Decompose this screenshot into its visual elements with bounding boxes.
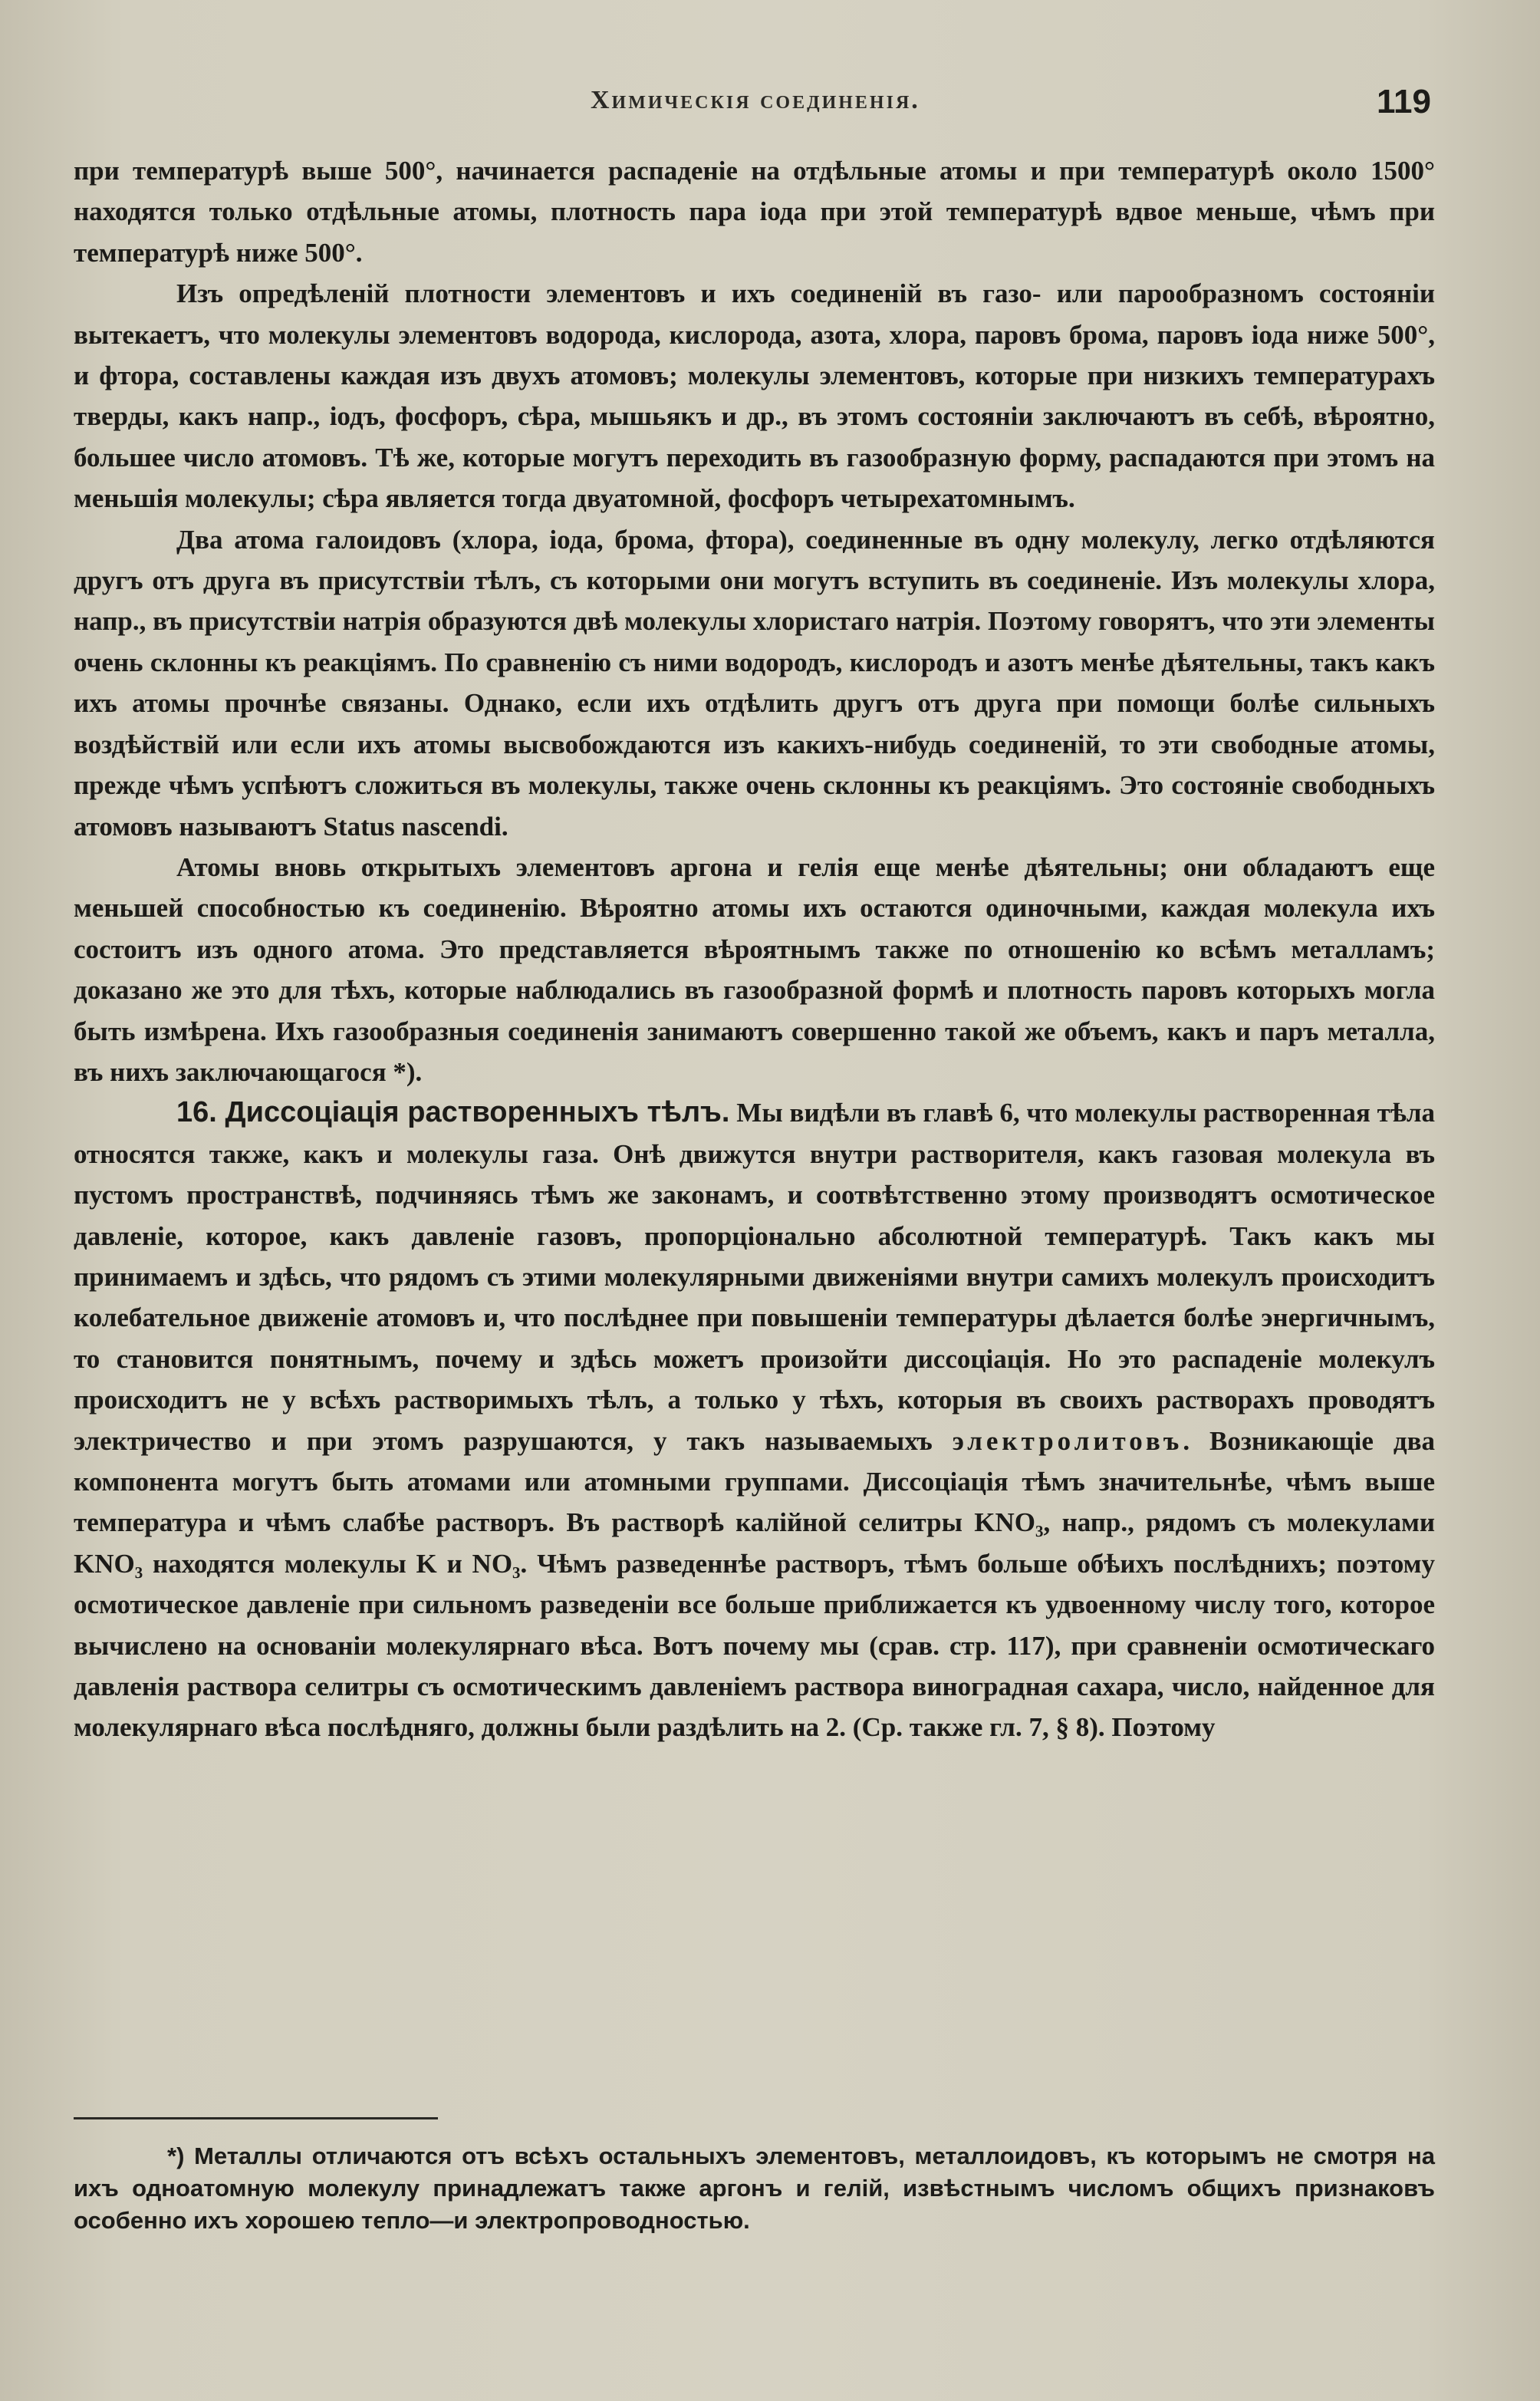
page-number: 119 (1377, 83, 1431, 120)
body-text (74, 150, 1435, 1748)
section-spaced-term: электролитовъ (952, 1425, 1183, 1456)
paragraph-molecules: Изъ опредѣленій плотности элементовъ и ихъ соединеній въ газо- или парообразномъ состояніи вытекаетъ, что молекулы элементовъ водорода, кислорода, азота, хлора, паровъ брома, паровъ іода ниже 500°, и фтора, составлены каждая изъ двухъ атомовъ; молекулы элементовъ, которые при низкихъ температурахъ тверды, какъ напр., іодъ, фосфоръ, сѣра, мышьякъ и др., въ этомъ состояніи заключаютъ въ себѣ, вѣроятно, большее число атомовъ. Тѣ же, которые могутъ переходить въ газообразную форму, распадаются при этомъ на меньшія молекулы; сѣра является тогда двуатомной, фосфоръ четырехатомнымъ. (74, 278, 1435, 514)
paragraph-argon-helium: Атомы вновь открытыхъ элементовъ аргона и гелія еще менѣе дѣятельны; они обладаютъ еще меньшей способностью къ соединенію. Вѣроятно атомы ихъ остаются одиночными, каждая молекула ихъ состоитъ изъ одного атома. Это представляется вѣроятнымъ также по отношенію ко всѣмъ металламъ; доказано же это для тѣхъ, которые наблюдались въ газообразной формѣ и плотность паровъ которыхъ могла быть измѣрена. Ихъ газообразныя соединенія занимаютъ совершенно такой же объемъ, какъ и паръ металла, въ нихъ заключающагося *). (74, 851, 1435, 1087)
footnote-divider (74, 2117, 438, 2119)
paragraph-continuation: при температурѣ выше 500°, начинается распаденіе на отдѣльные атомы и при температурѣ около 1500° находятся только отдѣльные атомы, плотность пара іода при этой температурѣ вдвое меньше, чѣмъ при температурѣ ниже 500°. (74, 156, 1435, 268)
footnote-text: *) Металлы отличаются отъ всѣхъ остальныхъ элементовъ, металлоидовъ, къ которымъ не смотря на ихъ одноатомную молекулу принадлежатъ также аргонъ и гелій, извѣстнымъ числомъ общихъ признаковъ особенно ихъ хорошею тепло—и электропроводностью. (74, 2142, 1435, 2234)
footnote (74, 2140, 1435, 2237)
section-16-paragraph (74, 1092, 1435, 1748)
section-text-part2: . Возникающіе два компонента могутъ быть атомами или атомными группами. Диссоціація тѣмъ значительнѣе, чѣмъ выше температура и чѣмъ слабѣе растворъ. Въ растворѣ калійной селитры KNO₃, напр., рядомъ съ молекулами KNO₃ находятся молекулы K и NO₃. Чѣмъ разведеннѣе растворъ, тѣмъ больше обѣихъ послѣднихъ; поэтому осмотическое давленіе при сильномъ разведеніи все больше приближается къ удвоенному числу того, которое вычислено на основаніи молекулярнаго вѣса. Вотъ почему мы (срав. стр. 117), при сравненіи осмотическаго давленія раствора селитры съ осмотическимъ давленіемъ раствора виноградная сахара, число, найденное для молекулярнаго вѣса послѣдняго, должны были раздѣлить на 2. (Ср. также гл. 7, § 8). Поэтому (74, 1425, 1435, 1743)
section-heading: 16. Диссоціація растворенныхъ тѣлъ. (176, 1096, 730, 1129)
section-text-part1: Мы видѣли въ главѣ 6, что молекулы растворенная тѣла относятся также, какъ и молекулы газа. Онѣ движутся внутри растворителя, какъ газовая молекула въ пустомъ пространствѣ, подчиняясь тѣмъ же законамъ, и соотвѣтственно этому производятъ осмотическое давленіе, которое, какъ давленіе газовъ, пропорціонально абсолютной температурѣ. Такъ какъ мы принимаемъ и здѣсь, что рядомъ съ этими молекулярными движеніями внутри самихъ молекулъ происходитъ колебательное движеніе атомовъ и, что послѣднее при повышеніи температуры дѣлается болѣе энергичнымъ, то становится понятнымъ, почему и здѣсь можетъ произойти диссоціація. Но это распаденіе молекулъ происходитъ не у всѣхъ растворимыхъ тѣлъ, а только у тѣхъ, которыя въ своихъ растворахъ проводятъ электричество и при этомъ разрушаются, у такъ называемыхъ (74, 1098, 1435, 1456)
running-title: Химическія соединенія. (591, 86, 920, 114)
paragraph-halogens: Два атома галоидовъ (хлора, іода, брома, фтора), соединенные въ одну молекулу, легко отдѣляются другъ отъ друга въ присутствіи тѣлъ, съ которыми они могутъ вступить въ соединеніе. Изъ молекулы хлора, напр., въ присутствіи натрія образуются двѣ молекулы хлористаго натрія. Поэтому говорятъ, что эти элементы очень склонны къ реакціямъ. По сравненію съ ними водородъ, кислородъ и азотъ менѣе дѣятельны, такъ какъ ихъ атомы прочнѣе связаны. Однако, если ихъ отдѣлить другъ отъ друга при помощи болѣе сильныхъ воздѣйствій или если ихъ атомы высвобождаются изъ какихъ-нибудь соединеній, то эти свободные атомы, прежде чѣмъ успѣютъ сложиться въ молекулы, также очень склонны къ реакціямъ. Это состояніе свободныхъ атомовъ называютъ Status nascendi. (74, 524, 1435, 842)
